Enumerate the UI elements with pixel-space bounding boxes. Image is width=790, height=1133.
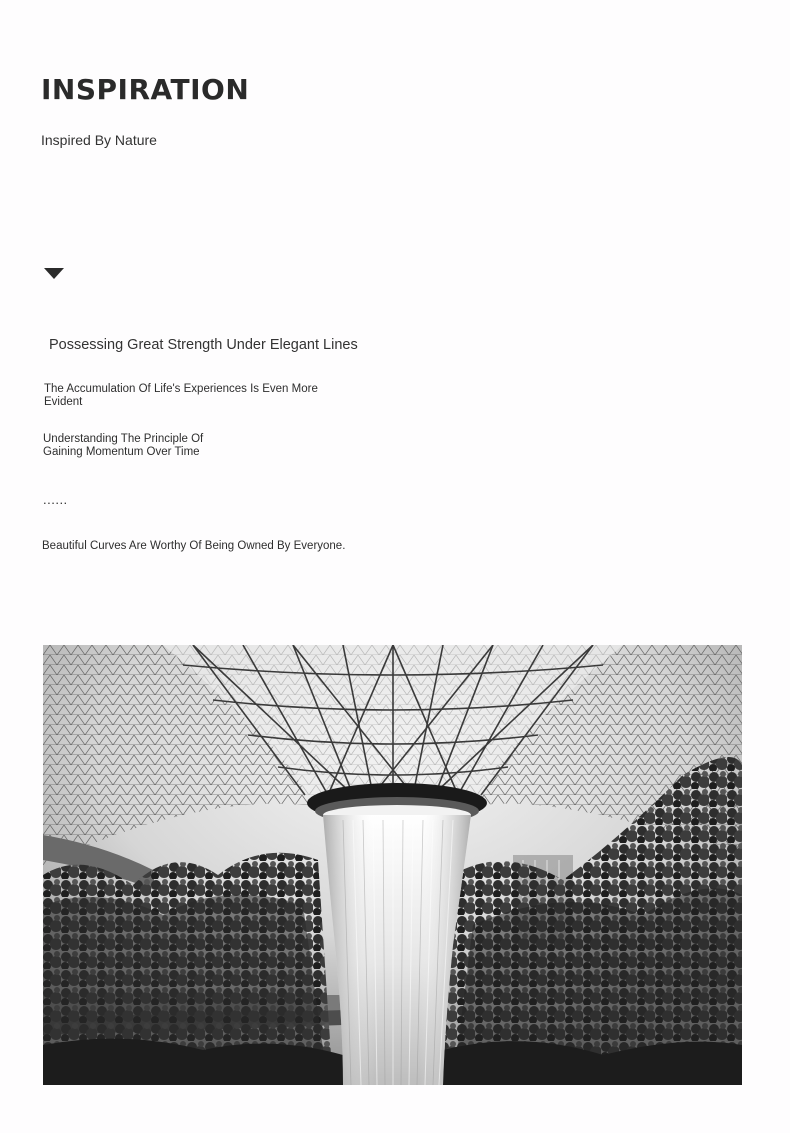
- section-headline: Possessing Great Strength Under Elegant Lines: [49, 337, 358, 353]
- waterfall-dome-photo: [43, 645, 742, 1085]
- page-subtitle: Inspired By Nature: [41, 132, 157, 148]
- paragraph-experiences: The Accumulation Of Life's Experiences Is Even More Evident: [44, 383, 318, 408]
- ellipsis-text: ......: [43, 492, 68, 507]
- paragraph-momentum: Understanding The Principle Of Gaining Momentum Over Time: [43, 433, 204, 458]
- page-title: INSPIRATION: [41, 73, 250, 106]
- closing-statement: Beautiful Curves Are Worthy Of Being Owned By Everyone.: [42, 540, 346, 552]
- triangle-down-icon: [44, 268, 64, 279]
